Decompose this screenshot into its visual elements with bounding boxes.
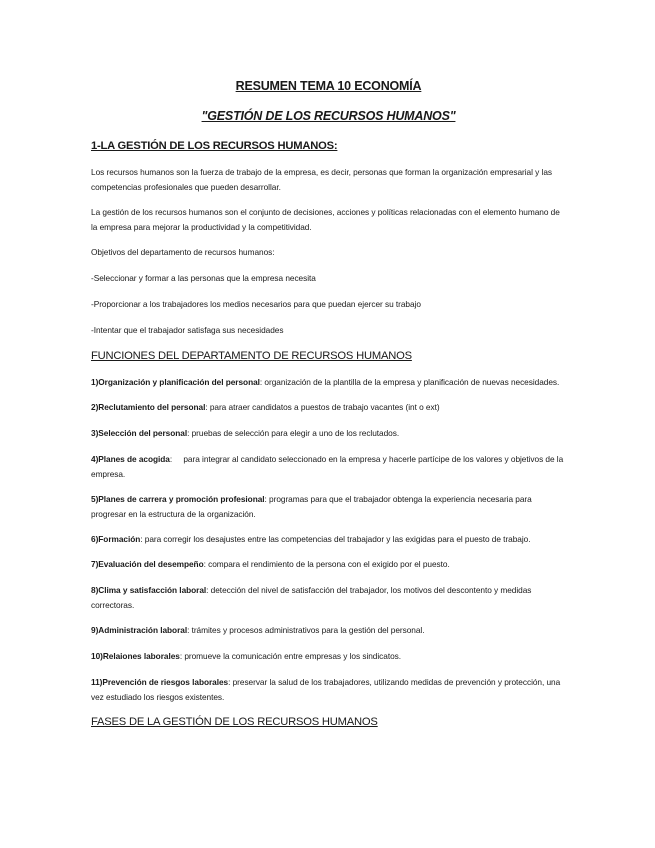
function-item-head: 9)Administración laboral [91, 625, 188, 635]
function-item-head: 6)Formación [91, 534, 141, 544]
function-item-head: 11)Prevención de riesgos laborales [91, 677, 229, 687]
function-item-head: 7)Evaluación del desempeño [91, 559, 204, 569]
function-item-text: : pruebas de selección para elegir a uno de los reclutados. [187, 428, 400, 438]
function-item-10 [91, 649, 566, 664]
section-heading-gestion: 1-LA GESTIÓN DE LOS RECURSOS HUMANOS: [91, 140, 338, 152]
function-item-3 [91, 426, 566, 441]
function-item-text: : programas para que el trabajador obtenga la experiencia necesaria para progresar en la estructura de la organización. [91, 494, 532, 519]
section-heading-fases: FASES DE LA GESTIÓN DE LOS RECURSOS HUMANOS [91, 716, 378, 728]
function-item-text: : trámites y procesos administrativos para la gestión del personal. [187, 625, 425, 635]
function-item-8 [91, 583, 566, 613]
function-item-text: : preservar la salud de los trabajadores, utilizando medidas de prevención y protección, una vez estudiado los riesgos existentes. [91, 677, 561, 702]
function-item-6 [91, 532, 566, 547]
function-item-text: : para corregir los desajustes entre las competencias del trabajador y las exigidas para el puesto de trabajo. [140, 534, 531, 544]
function-item-text: : para integrar al candidato seleccionado en la empresa y hacerle partícipe de los valores y objetivos de la empresa. [91, 454, 566, 479]
function-item-text: : detección del nivel de satisfacción del trabajador, los motivos del descontento y medidas correctoras. [91, 585, 532, 610]
function-item-1 [91, 375, 566, 390]
paragraph-recursos-humanos: Los recursos humanos son la fuerza de trabajo de la empresa, es decir, personas que forman la organización empresarial y las competencias profesionales que pueden desarrollar. [91, 167, 552, 192]
function-item-head: 4)Planes de acogida [91, 454, 170, 464]
function-item-5 [91, 492, 566, 522]
function-item-text: : para atraer candidatos a puestos de trabajo vacantes (int o ext) [205, 402, 440, 412]
function-item-head: 5)Planes de carrera y promoción profesional [91, 494, 265, 504]
function-item-text: : promueve la comunicación entre empresas y los sindicatos. [179, 651, 402, 661]
paragraph-gestion-definicion: La gestión de los recursos humanos son el conjunto de decisiones, acciones y políticas relacionadas con el elemento humano de la empresa para mejorar la productividad y la competitividad. [91, 207, 560, 232]
function-item-head: 2)Reclutamiento del personal [91, 402, 206, 412]
function-item-head: 3)Selección del personal [91, 428, 188, 438]
paragraph-objetivos-intro: Objetivos del departamento de recursos humanos: [91, 247, 275, 257]
function-item-head: 10)Relaiones laborales [91, 651, 180, 661]
function-item-text: : organización de la plantilla de la empresa y planificación de nuevas necesidades. [259, 377, 560, 387]
objective-item-2: -Proporcionar a los trabajadores los medios necesarios para que puedan ejercer su trabajo [91, 299, 421, 309]
document-title: RESUMEN TEMA 10 ECONOMÍA [235, 79, 422, 93]
function-item-4 [91, 452, 566, 482]
function-item-7 [91, 557, 566, 572]
objective-item-1: -Seleccionar y formar a las personas que la empresa necesita [91, 273, 316, 283]
function-item-text: : compara el rendimiento de la persona con el exigido por el puesto. [203, 559, 450, 569]
objective-item-3: -Intentar que el trabajador satisfaga sus necesidades [91, 325, 284, 335]
function-item-11 [91, 675, 566, 705]
function-item-2 [91, 400, 566, 415]
document-subtitle: "GESTIÓN DE LOS RECURSOS HUMANOS" [201, 109, 456, 123]
function-item-9 [91, 623, 566, 638]
document-content [91, 78, 566, 741]
function-item-head: 8)Clima y satisfacción laboral [91, 585, 207, 595]
section-heading-funciones: FUNCIONES DEL DEPARTAMENTO DE RECURSOS HUMANOS [91, 350, 412, 362]
function-item-head: 1)Organización y planificación del personal [91, 377, 260, 387]
